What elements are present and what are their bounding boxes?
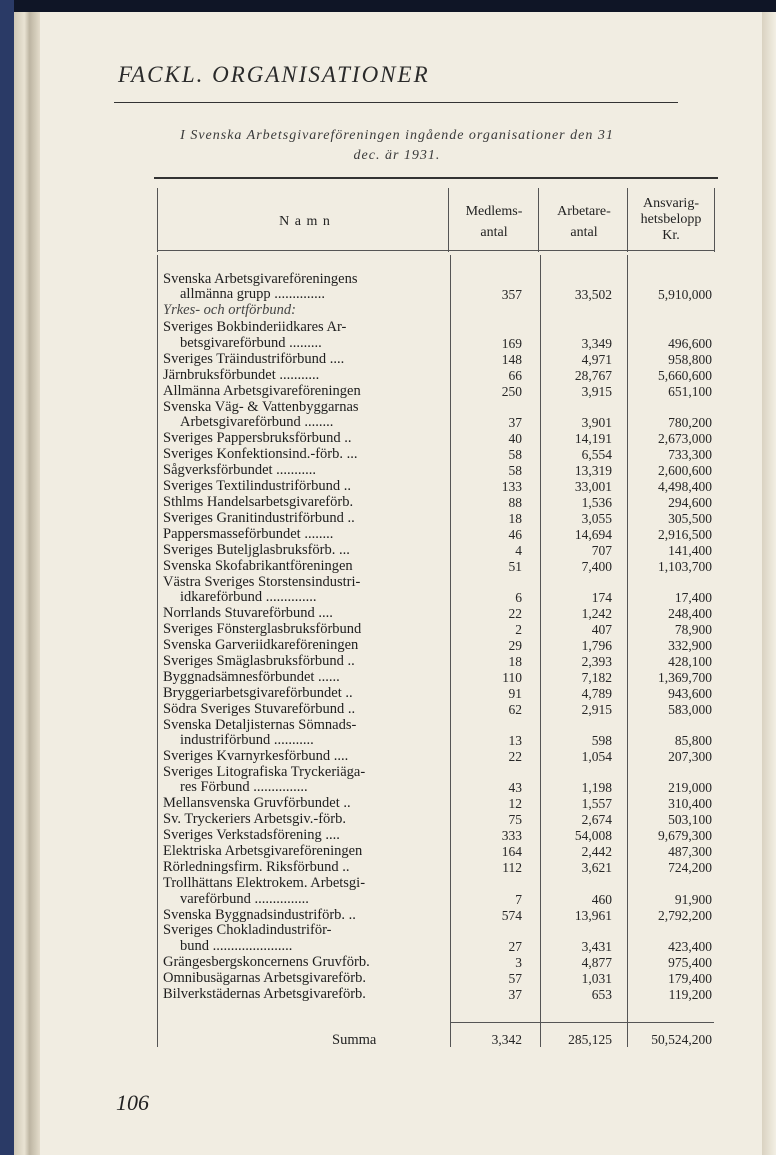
liability-cell: 305,500 (668, 510, 712, 526)
workers-cell: 3,055 (581, 510, 612, 526)
book-spine (0, 0, 14, 1155)
members-cell: 12 (508, 796, 522, 812)
members-cell: 27 (508, 938, 522, 954)
org-name: Byggnadsämnesförbundet ...... (163, 668, 340, 685)
liability-cell: 2,673,000 (658, 431, 712, 446)
liability-cell: 487,300 (668, 844, 712, 860)
workers-cell: 1,557 (581, 796, 612, 812)
members-cell: 91 (508, 685, 522, 701)
workers-cell: 3,915 (581, 383, 612, 399)
liability-cell: 179,400 (668, 970, 712, 986)
liability-cell: 651,100 (668, 383, 712, 399)
members-cell: 75 (508, 812, 522, 828)
liability-cell: 248,400 (668, 605, 712, 621)
members-cell: 357 (501, 287, 522, 303)
liability-cell: 219,000 (668, 780, 712, 796)
col-header-workers (540, 203, 628, 241)
members-cell: 18 (508, 653, 522, 669)
page-stack-edge (14, 12, 40, 1155)
intro-line-2: dec. är 1931. (353, 148, 441, 163)
liability-cell: 958,800 (668, 351, 712, 367)
org-name-cont: res Förbund ............... (180, 779, 308, 796)
header-bottom-rule (157, 250, 714, 251)
workers-cell: 13,961 (574, 907, 612, 923)
liability-cell: 503,100 (668, 812, 712, 828)
workers-cell: 1,796 (581, 637, 612, 653)
members-cell: 250 (501, 383, 522, 399)
members-cell: 7 (515, 891, 522, 907)
org-name: Sveriges Fönsterglasbruksförbund (163, 620, 362, 637)
members-cell: 112 (502, 860, 522, 876)
workers-cell: 1,031 (581, 970, 612, 986)
workers-cell: 2,393 (581, 653, 612, 669)
members-cell: 58 (508, 462, 522, 478)
workers-cell: 4,789 (581, 685, 612, 701)
workers-cell: 6,554 (581, 446, 612, 462)
org-name: Norrlands Stuvareförbund .... (163, 604, 333, 621)
liability-cell: 294,600 (668, 494, 712, 510)
members-cell: 22 (508, 749, 522, 764)
col-header-members-l1: Medlems- (465, 204, 523, 219)
workers-cell: 460 (591, 891, 612, 907)
members-cell: 62 (508, 701, 522, 717)
members-cell: 133 (501, 478, 522, 494)
org-name-cont: industriförbund ........... (180, 732, 314, 749)
total-workers: 285,125 (568, 1032, 612, 1047)
scan-top-band (0, 0, 776, 12)
members-cell: 22 (508, 605, 522, 621)
col-header-members (450, 203, 538, 241)
org-name: Bilverkstädernas Arbetsgivareförb. (163, 985, 366, 1002)
col-header-members-l2: antal (480, 225, 508, 240)
members-cell: 57 (508, 970, 522, 986)
total-members: 3,342 (491, 1032, 522, 1047)
org-name: Svenska Byggnadsindustriförb. .. (163, 906, 356, 923)
workers-cell: 3,621 (581, 860, 612, 876)
org-name: Södra Sveriges Stuvareförbund .. (163, 700, 356, 717)
table-col-line (157, 188, 158, 252)
members-cell: 2 (515, 621, 522, 637)
workers-cell: 14,694 (574, 526, 612, 542)
org-name: Sveriges Pappersbruksförbund .. (163, 430, 352, 446)
workers-cell: 653 (591, 986, 612, 1002)
members-cell: 37 (508, 986, 522, 1002)
workers-cell: 1,242 (581, 605, 612, 621)
col-header-workers-l1: Arbetare- (557, 204, 611, 219)
org-name-cont: bund ...................... (180, 937, 293, 954)
workers-cell: 1,536 (581, 494, 612, 510)
workers-cell: 7,400 (581, 558, 612, 574)
liability-cell: 724,200 (668, 860, 712, 876)
col-header-workers-l2: antal (570, 225, 598, 240)
org-name: Sthlms Handelsarbetsgivareförb. (163, 493, 354, 510)
workers-cell: 28,767 (574, 367, 612, 383)
org-name: Sveriges Verkstadsförening .... (163, 827, 340, 844)
org-name-cont: idkareförbund .............. (180, 589, 317, 605)
org-name: Sveriges Kvarnyrkesförbund .... (163, 748, 349, 764)
workers-cell: 33,502 (574, 287, 612, 303)
members-cell: 58 (508, 446, 522, 462)
liability-cell: 332,900 (668, 637, 712, 653)
org-name: Mellansvenska Gruvförbundet .. (163, 795, 351, 812)
table-col-line (538, 188, 539, 252)
workers-cell: 3,431 (581, 938, 612, 954)
workers-cell: 2,915 (581, 701, 612, 717)
org-name: Svenska Skofabrikantföreningen (163, 557, 353, 574)
liability-cell: 423,400 (668, 938, 712, 954)
org-name: Sveriges Buteljglasbruksförb. ... (163, 541, 350, 558)
workers-cell: 1,198 (581, 780, 612, 796)
org-name: Pappersmasseförbundet ........ (163, 525, 334, 542)
workers-cell: 14,191 (574, 431, 612, 446)
workers-cell: 33,001 (574, 478, 612, 494)
total-liability: 50,524,200 (651, 1032, 712, 1047)
liability-cell: 2,600,600 (658, 462, 712, 478)
col-header-liability-l1: Ansvarig- (643, 196, 699, 211)
org-name: Sveriges Litografiska Tryckeriäga- (163, 763, 366, 780)
members-cell: 18 (508, 510, 522, 526)
org-name: Trollhättans Elektrokem. Arbetsgi- (163, 875, 366, 892)
workers-cell: 2,442 (581, 844, 612, 860)
table-col-line (157, 255, 158, 1047)
members-cell: 29 (508, 637, 522, 653)
liability-cell: 5,660,600 (658, 367, 712, 383)
liability-cell: 733,300 (668, 446, 712, 462)
members-cell: 51 (508, 558, 522, 574)
liability-cell: 1,103,700 (658, 558, 712, 574)
workers-cell: 3,349 (581, 335, 612, 351)
org-name: Bryggeriarbetsgivareförbundet .. (163, 684, 353, 701)
liability-cell: 2,792,200 (658, 907, 712, 923)
org-name: Järnbruksförbundet ........... (163, 366, 320, 383)
page-title: FACKL. ORGANISATIONER (118, 62, 430, 87)
liability-cell: 1,369,700 (658, 669, 712, 685)
members-cell: 169 (501, 335, 522, 351)
org-name: Svenska Detaljisternas Sömnads- (163, 716, 357, 733)
table-col-line (448, 188, 449, 252)
org-name: Elektriska Arbetsgivareföreningen (163, 843, 363, 860)
liability-cell: 9,679,300 (658, 828, 712, 844)
sum-rule (450, 1022, 714, 1023)
members-cell: 13 (508, 733, 522, 749)
col-header-name: N a m n (279, 214, 331, 229)
members-cell: 88 (508, 494, 522, 510)
liability-cell: 4,498,400 (658, 478, 712, 494)
liability-cell: 85,800 (674, 733, 712, 749)
workers-cell: 13,319 (574, 462, 612, 478)
workers-cell: 2,674 (581, 812, 612, 828)
section-heading: Yrkes- och ortförbund: (163, 302, 296, 319)
org-name: Sveriges Smäglasbruksförbund .. (163, 652, 355, 669)
org-name: Svenska Garveriidkareföreningen (163, 636, 359, 653)
col-header-liability-l2: hetsbelopp (640, 212, 702, 227)
members-cell: 574 (501, 907, 522, 923)
org-name: Sveriges Träindustriförbund .... (163, 350, 345, 367)
org-name: Sveriges Textilindustriförbund .. (163, 477, 352, 494)
liability-cell: 141,400 (668, 542, 712, 558)
table-top-rule (154, 177, 718, 179)
liability-cell: 310,400 (668, 796, 712, 812)
col-header-liability (628, 196, 714, 244)
liability-cell: 5,910,000 (658, 287, 712, 303)
members-cell: 43 (508, 780, 522, 796)
liability-cell: 496,600 (668, 335, 712, 351)
org-name-cont: Arbetsgivareförbund ........ (180, 414, 334, 431)
members-cell: 164 (501, 844, 522, 860)
liability-cell: 78,900 (674, 621, 712, 637)
org-name-cont: allmänna grupp .............. (180, 286, 325, 303)
members-cell: 110 (502, 669, 522, 685)
workers-cell: 54,008 (574, 828, 612, 844)
workers-cell: 598 (591, 733, 612, 749)
col-header-liability-l3: Kr. (662, 228, 680, 243)
org-name: Omnibusägarnas Arbetsgivareförb. (163, 969, 366, 986)
total-label: Summa (332, 1032, 377, 1048)
liability-cell: 207,300 (668, 749, 712, 764)
org-name: Svenska Väg- & Vattenbyggarnas (163, 398, 359, 415)
liability-cell: 91,900 (674, 891, 712, 907)
workers-cell: 7,182 (581, 669, 612, 685)
members-cell: 66 (508, 367, 522, 383)
org-name: Västra Sveriges Storstensindustri- (163, 573, 361, 590)
workers-cell: 1,054 (581, 749, 612, 764)
members-cell: 37 (508, 415, 522, 431)
members-cell: 6 (515, 590, 522, 605)
workers-cell: 3,901 (581, 415, 612, 431)
org-name: Sveriges Bokbinderiidkares Ar- (163, 319, 347, 336)
liability-cell: 943,600 (668, 685, 712, 701)
org-name: Sv. Tryckeriers Arbetsgiv.-förb. (163, 811, 346, 828)
liability-cell: 119,200 (668, 986, 712, 1002)
workers-cell: 4,971 (581, 351, 612, 367)
members-cell: 4 (515, 542, 522, 558)
org-name: Sveriges Chokladindustriför- (163, 922, 332, 939)
org-name: Sveriges Granitindustriförbund .. (163, 509, 355, 526)
org-name-cont: betsgivareförbund ......... (180, 334, 322, 351)
liability-cell: 780,200 (668, 415, 712, 431)
liability-cell: 428,100 (668, 653, 712, 669)
members-cell: 148 (501, 351, 522, 367)
workers-cell: 174 (591, 590, 612, 605)
org-name: Svenska Arbetsgivareföreningens (163, 271, 358, 287)
org-name: Grängesbergskoncernens Gruvförb. (163, 953, 370, 970)
members-cell: 333 (501, 828, 522, 844)
title-rule (114, 102, 678, 103)
intro-line-1: I Svenska Arbetsgivareföreningen ingående organisationer den 31 (180, 128, 614, 143)
members-cell: 46 (508, 526, 522, 542)
members-cell: 40 (508, 431, 522, 446)
liability-cell: 975,400 (668, 954, 712, 970)
org-name: Sveriges Konfektionsind.-förb. ... (163, 445, 358, 462)
org-name: Allmänna Arbetsgivareföreningen (163, 382, 361, 399)
page-right-edge (762, 12, 776, 1155)
workers-cell: 707 (591, 542, 612, 558)
liability-cell: 2,916,500 (658, 526, 712, 542)
table-col-line (714, 188, 715, 252)
members-cell: 3 (515, 954, 522, 970)
liability-cell: 17,400 (674, 590, 712, 605)
org-name: Sågverksförbundet ........... (163, 461, 317, 478)
workers-cell: 4,877 (581, 954, 612, 970)
org-name: Rörledningsfirm. Riksförbund .. (163, 859, 350, 876)
intro-text (110, 126, 684, 166)
workers-cell: 407 (591, 621, 612, 637)
page-number: 106 (116, 1090, 149, 1115)
liability-cell: 583,000 (668, 701, 712, 717)
org-name-cont: vareförbund ............... (180, 890, 309, 907)
